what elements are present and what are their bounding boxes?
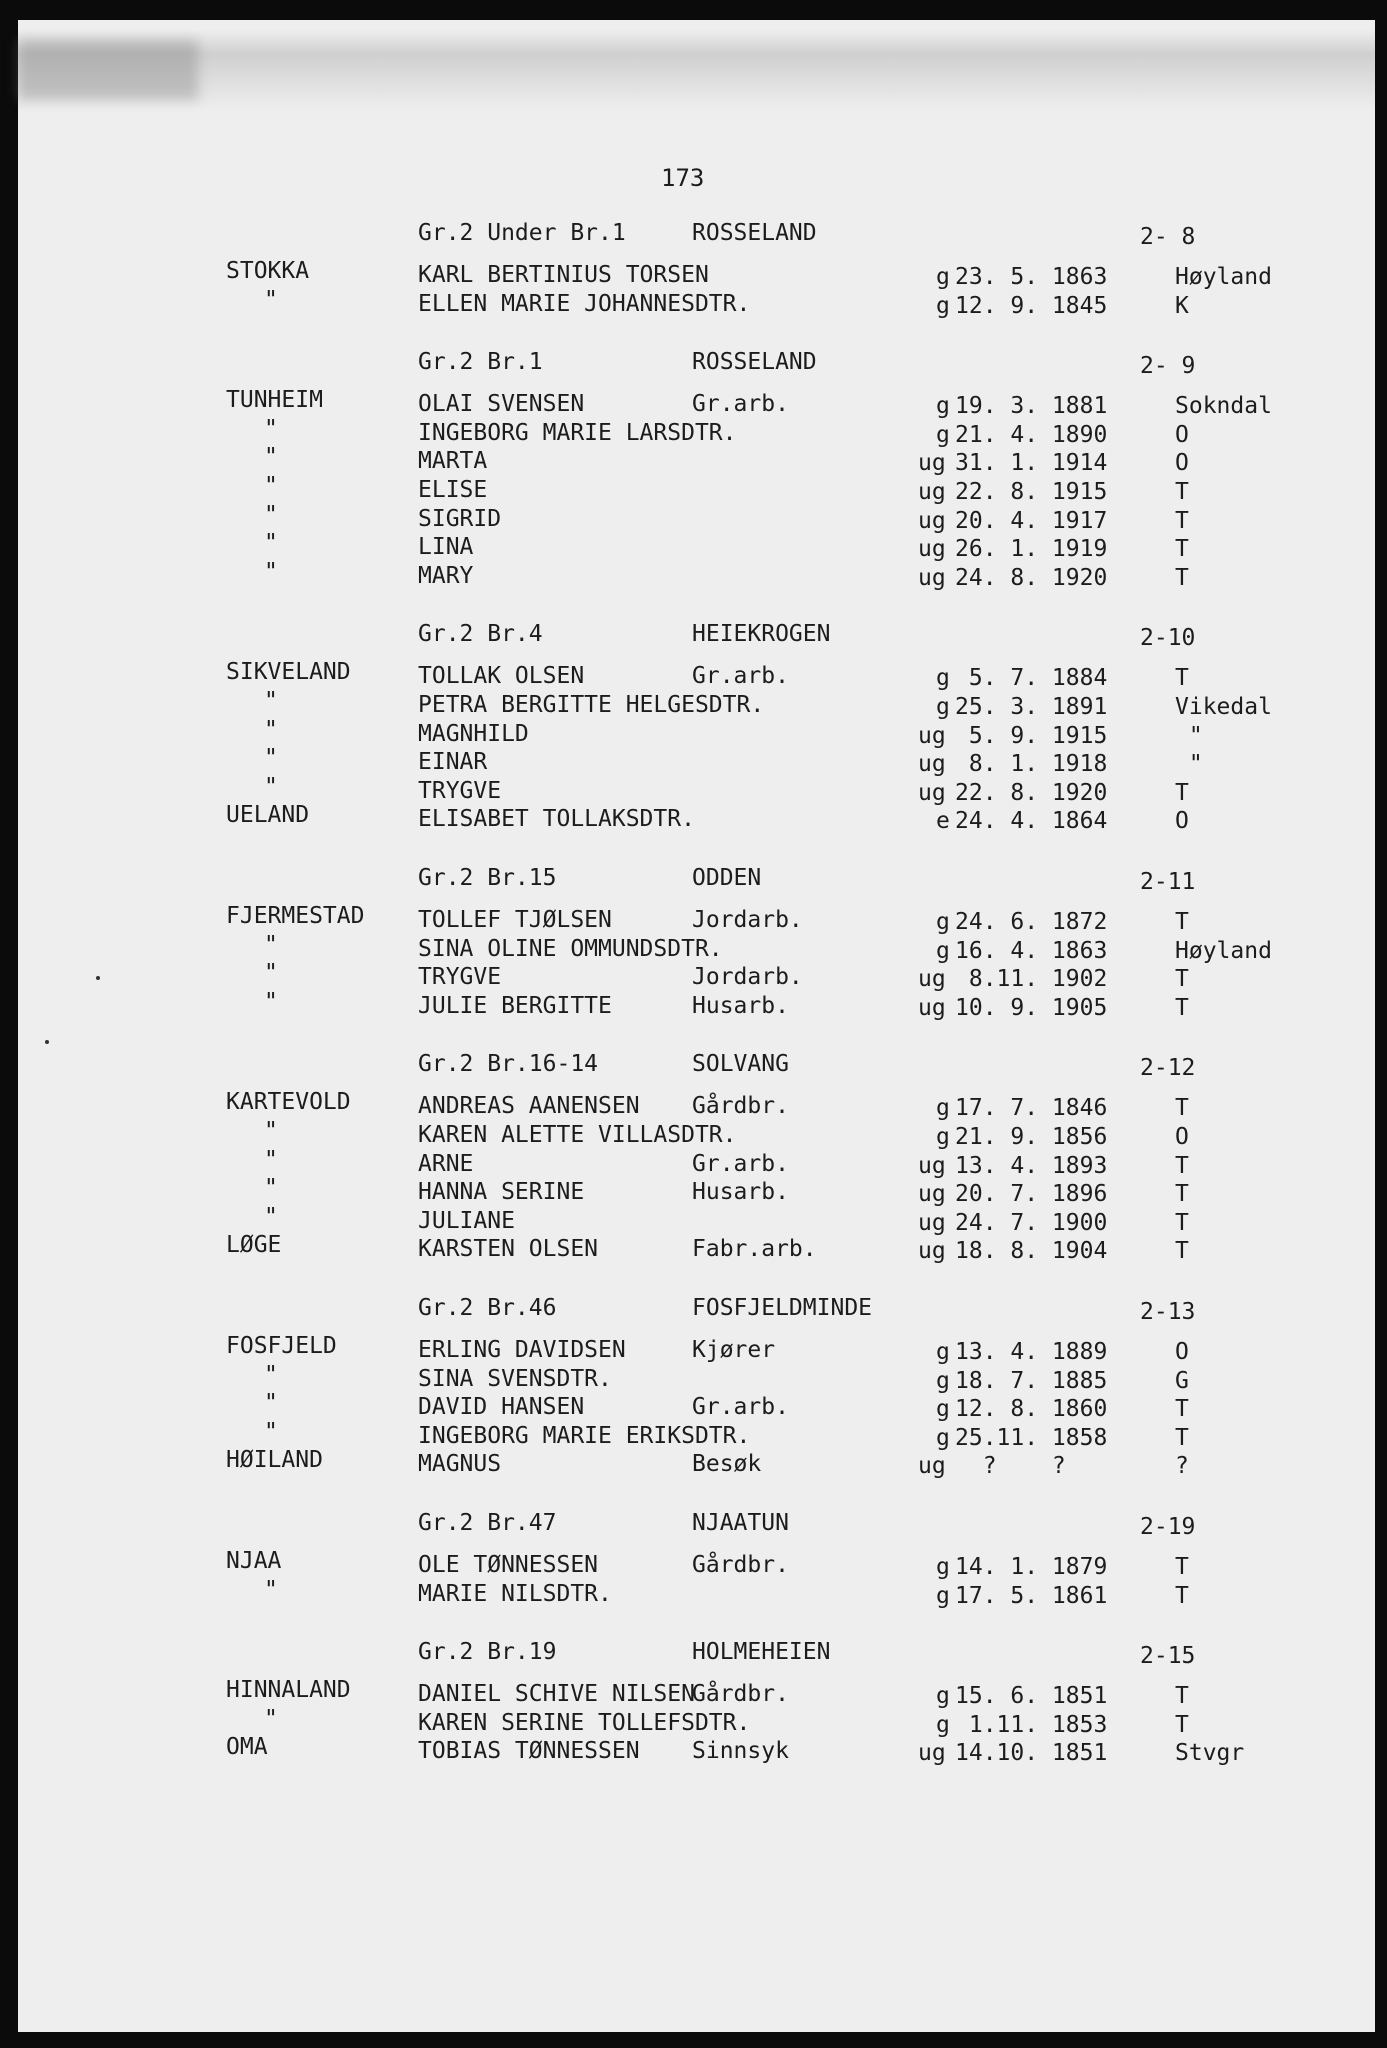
- row-date: 8.11. 1902: [955, 966, 1108, 993]
- row-date: 5. 9. 1915: [955, 722, 1108, 749]
- row-occupation: Gr.arb.: [692, 1394, 789, 1421]
- row-farm: UELAND: [226, 802, 310, 829]
- row-date: 12. 9. 1845: [955, 292, 1108, 319]
- row-date: 31. 1. 1914: [955, 450, 1108, 477]
- section-place: ROSSELAND: [692, 349, 817, 376]
- row-farm: FOSFJELD: [226, 1333, 337, 1359]
- row-date: 21. 9. 1856: [955, 1124, 1108, 1150]
- row-status: e: [936, 808, 950, 835]
- row-date: 17. 7. 1846: [955, 1095, 1108, 1122]
- row-occupation: Fabr.arb.: [692, 1236, 817, 1263]
- section-code: 2-19: [1140, 1514, 1196, 1540]
- row-date: ? ?: [955, 1453, 1066, 1480]
- row-birthplace: T: [1175, 1582, 1189, 1609]
- row-occupation: Gr.arb.: [692, 1150, 789, 1177]
- section-place: HOLMEHEIEN: [692, 1639, 831, 1666]
- row-farm: HINNALAND: [226, 1677, 351, 1704]
- row-occupation: Gårdbr.: [692, 1681, 789, 1708]
- page-number: 173: [661, 164, 705, 192]
- row-date: 20. 7. 1896: [955, 1181, 1108, 1208]
- row-birthplace: ": [1175, 722, 1203, 749]
- row-name: MARIE NILSDTR.: [418, 1580, 612, 1607]
- row-status: g: [936, 1554, 950, 1580]
- row-birthplace: T: [1175, 1238, 1189, 1265]
- row-name: JULIANE: [418, 1207, 515, 1234]
- row-farm: FJERMESTAD: [226, 903, 365, 929]
- row-status: ug: [918, 779, 946, 806]
- section-header: Gr.2 Under Br.1: [418, 220, 626, 246]
- row-occupation: Kjører: [692, 1337, 776, 1363]
- row-status: ug: [918, 994, 946, 1021]
- row-date: 20. 4. 1917: [955, 507, 1108, 534]
- row-name: KAREN SERINE TOLLEFSDTR.: [418, 1709, 751, 1736]
- row-name: INGEBORG MARIE ERIKSDTR.: [418, 1422, 751, 1449]
- section-header: Gr.2 Br.4: [418, 621, 543, 648]
- row-name: KARL BERTINIUS TORSEN: [418, 262, 709, 288]
- row-farm: ": [264, 286, 278, 313]
- row-name: KAREN ALETTE VILLASDTR.: [418, 1122, 737, 1148]
- row-name: ELISE: [418, 477, 488, 503]
- row-status: ug: [918, 1209, 946, 1236]
- row-date: 25. 3. 1891: [955, 694, 1108, 720]
- row-birthplace: T: [1175, 909, 1189, 935]
- row-farm: ": [264, 473, 278, 499]
- row-name: DAVID HANSEN: [418, 1394, 585, 1421]
- row-status: g: [936, 909, 950, 935]
- row-name: TOLLAK OLSEN: [418, 663, 585, 690]
- row-farm: ": [264, 960, 278, 987]
- row-date: 26. 1. 1919: [955, 536, 1108, 563]
- row-status: g: [936, 1095, 950, 1122]
- section-header: Gr.2 Br.16-14: [418, 1051, 599, 1078]
- section-header: Gr.2 Br.47: [418, 1510, 557, 1536]
- row-date: 18. 8. 1904: [955, 1238, 1108, 1265]
- row-date: 24. 4. 1864: [955, 808, 1108, 835]
- row-status: ug: [918, 966, 946, 993]
- row-birthplace: Høyland: [1175, 264, 1272, 290]
- section-code: 2-12: [1140, 1055, 1196, 1082]
- row-name: TRYGVE: [418, 777, 502, 804]
- row-date: 25.11. 1858: [955, 1424, 1108, 1451]
- row-date: 14.10. 1851: [955, 1740, 1108, 1767]
- row-date: 15. 6. 1851: [955, 1683, 1108, 1710]
- row-farm: ": [264, 558, 278, 585]
- row-status: ug: [918, 1181, 946, 1208]
- row-date: 1.11. 1853: [955, 1711, 1108, 1738]
- row-name: ERLING DAVIDSEN: [418, 1337, 626, 1363]
- row-birthplace: Høyland: [1175, 937, 1272, 964]
- row-farm: ": [264, 1175, 278, 1202]
- row-name: MARY: [418, 562, 474, 589]
- row-name: MAGNHILD: [418, 720, 529, 747]
- row-birthplace: T: [1175, 1711, 1189, 1738]
- row-occupation: Besøk: [692, 1451, 762, 1478]
- row-status: ug: [918, 722, 946, 749]
- section-place: HEIEKROGEN: [692, 621, 831, 648]
- row-name: ARNE: [418, 1150, 474, 1177]
- row-name: OLE TØNNESSEN: [418, 1552, 599, 1578]
- row-date: 8. 1. 1918: [955, 751, 1108, 778]
- row-farm: ": [264, 1361, 278, 1388]
- row-birthplace: K: [1175, 292, 1189, 319]
- section-place: ODDEN: [692, 865, 762, 891]
- row-name: ELISABET TOLLAKSDTR.: [418, 806, 695, 833]
- row-occupation: Sinnsyk: [692, 1738, 789, 1765]
- row-birthplace: Sokndal: [1175, 393, 1272, 420]
- row-status: ug: [918, 1453, 946, 1480]
- section-code: 2-15: [1140, 1643, 1196, 1670]
- row-status: g: [936, 393, 950, 420]
- row-birthplace: Stvgr: [1175, 1740, 1245, 1767]
- row-status: g: [936, 1424, 950, 1451]
- section-header: Gr.2 Br.19: [418, 1639, 557, 1666]
- section-header: Gr.2 Br.1: [418, 349, 543, 376]
- row-name: JULIE BERGITTE: [418, 992, 612, 1019]
- scan-smudge: [18, 30, 1375, 110]
- row-farm: ": [264, 988, 278, 1015]
- row-name: MARTA: [418, 448, 488, 475]
- section-code: 2- 8: [1140, 224, 1196, 250]
- row-birthplace: T: [1175, 994, 1189, 1021]
- row-birthplace: Vikedal: [1175, 694, 1272, 720]
- row-status: ug: [918, 564, 946, 591]
- row-name: TRYGVE: [418, 964, 502, 991]
- row-occupation: Gr.arb.: [692, 391, 789, 418]
- row-name: KARSTEN OLSEN: [418, 1236, 599, 1263]
- section-place: NJAATUN: [692, 1510, 789, 1536]
- row-birthplace: T: [1175, 1396, 1189, 1423]
- row-occupation: Gårdbr.: [692, 1552, 789, 1578]
- row-birthplace: T: [1175, 1424, 1189, 1451]
- ink-speck: [96, 976, 100, 980]
- row-birthplace: O: [1175, 421, 1189, 448]
- row-birthplace: T: [1175, 1554, 1189, 1580]
- row-name: MAGNUS: [418, 1451, 502, 1478]
- row-name: ANDREAS AANENSEN: [418, 1093, 640, 1120]
- row-status: ug: [918, 479, 946, 505]
- row-farm: ": [264, 931, 278, 958]
- row-birthplace: ": [1175, 751, 1203, 778]
- row-date: 24. 7. 1900: [955, 1209, 1108, 1236]
- row-occupation: Husarb.: [692, 992, 789, 1019]
- row-status: g: [936, 1683, 950, 1710]
- section-header: Gr.2 Br.15: [418, 865, 557, 891]
- section-place: SOLVANG: [692, 1051, 789, 1078]
- row-status: g: [936, 1339, 950, 1365]
- row-status: ug: [918, 507, 946, 534]
- row-date: 23. 5. 1863: [955, 264, 1108, 290]
- section-code: 2-11: [1140, 869, 1196, 895]
- row-status: g: [936, 1396, 950, 1423]
- row-status: g: [936, 1124, 950, 1150]
- row-farm: ": [264, 745, 278, 772]
- row-farm: ": [264, 716, 278, 743]
- row-date: 19. 3. 1881: [955, 393, 1108, 420]
- row-occupation: Jordarb.: [692, 964, 803, 991]
- row-birthplace: T: [1175, 1181, 1189, 1208]
- row-farm: KARTEVOLD: [226, 1089, 351, 1116]
- row-date: 24. 6. 1872: [955, 909, 1108, 935]
- row-farm: ": [264, 1418, 278, 1445]
- row-status: g: [936, 264, 950, 290]
- row-birthplace: T: [1175, 536, 1189, 563]
- row-date: 17. 5. 1861: [955, 1582, 1108, 1609]
- section-code: 2-13: [1140, 1299, 1196, 1325]
- row-date: 16. 4. 1863: [955, 937, 1108, 964]
- row-date: 5. 7. 1884: [955, 665, 1108, 692]
- row-occupation: Husarb.: [692, 1179, 789, 1206]
- row-farm: NJAA: [226, 1548, 282, 1574]
- row-birthplace: T: [1175, 1095, 1189, 1122]
- row-farm: ": [264, 530, 278, 557]
- row-name: LINA: [418, 534, 474, 561]
- row-farm: ": [264, 688, 278, 714]
- row-birthplace: T: [1175, 966, 1189, 993]
- section-place: ROSSELAND: [692, 220, 817, 246]
- row-farm: TUNHEIM: [226, 387, 323, 414]
- row-farm: SIKVELAND: [226, 659, 351, 686]
- row-status: g: [936, 694, 950, 720]
- row-name: SIGRID: [418, 505, 502, 532]
- section-code: 2- 9: [1140, 353, 1196, 380]
- row-date: 12. 8. 1860: [955, 1396, 1108, 1423]
- row-birthplace: O: [1175, 808, 1189, 835]
- row-farm: ": [264, 1576, 278, 1603]
- row-name: PETRA BERGITTE HELGESDTR.: [418, 692, 765, 718]
- row-status: ug: [918, 1152, 946, 1179]
- row-farm: ": [264, 773, 278, 800]
- row-birthplace: T: [1175, 779, 1189, 806]
- row-birthplace: T: [1175, 1683, 1189, 1710]
- row-date: 21. 4. 1890: [955, 421, 1108, 448]
- row-date: 13. 4. 1889: [955, 1339, 1108, 1365]
- row-status: ug: [918, 751, 946, 778]
- row-name: ELLEN MARIE JOHANNESDTR.: [418, 290, 751, 317]
- row-status: ug: [918, 1238, 946, 1265]
- row-birthplace: T: [1175, 507, 1189, 534]
- row-farm: LØGE: [226, 1232, 282, 1259]
- row-status: g: [936, 937, 950, 964]
- row-date: 24. 8. 1920: [955, 564, 1108, 591]
- row-birthplace: T: [1175, 665, 1189, 692]
- row-status: ug: [918, 1740, 946, 1767]
- row-date: 13. 4. 1893: [955, 1152, 1108, 1179]
- section-place: FOSFJELDMINDE: [692, 1295, 873, 1321]
- row-date: 10. 9. 1905: [955, 994, 1108, 1021]
- row-name: INGEBORG MARIE LARSDTR.: [418, 419, 737, 446]
- row-status: g: [936, 421, 950, 448]
- row-farm: ": [264, 1203, 278, 1230]
- row-status: g: [936, 665, 950, 692]
- row-status: g: [936, 292, 950, 319]
- row-farm: ": [264, 1390, 278, 1417]
- row-birthplace: O: [1175, 1124, 1189, 1150]
- row-date: 22. 8. 1920: [955, 779, 1108, 806]
- row-name: EINAR: [418, 749, 488, 776]
- row-birthplace: T: [1175, 1209, 1189, 1236]
- row-birthplace: O: [1175, 450, 1189, 477]
- row-date: 18. 7. 1885: [955, 1367, 1108, 1394]
- row-name: OLAI SVENSEN: [418, 391, 585, 418]
- row-name: TOBIAS TØNNESSEN: [418, 1738, 640, 1765]
- row-farm: ": [264, 415, 278, 442]
- section-header: Gr.2 Br.46: [418, 1295, 557, 1321]
- row-name: SINA OLINE OMMUNDSDTR.: [418, 935, 723, 962]
- row-name: HANNA SERINE: [418, 1179, 585, 1206]
- row-status: g: [936, 1711, 950, 1738]
- row-name: DANIEL SCHIVE NILSEN: [418, 1681, 695, 1708]
- row-status: g: [936, 1367, 950, 1394]
- row-date: 22. 8. 1915: [955, 479, 1108, 505]
- row-status: ug: [918, 450, 946, 477]
- row-birthplace: G: [1175, 1367, 1189, 1394]
- row-occupation: Gårdbr.: [692, 1093, 789, 1120]
- row-birthplace: ?: [1175, 1453, 1189, 1480]
- row-name: SINA SVENSDTR.: [418, 1365, 612, 1392]
- row-farm: HØILAND: [226, 1447, 323, 1474]
- ink-speck: [45, 1040, 49, 1044]
- row-status: g: [936, 1582, 950, 1609]
- row-farm: ": [264, 1118, 278, 1144]
- row-farm: ": [264, 1146, 278, 1173]
- row-farm: ": [264, 1705, 278, 1732]
- row-farm: OMA: [226, 1734, 268, 1761]
- section-code: 2-10: [1140, 625, 1196, 652]
- scan-smudge-corner: [18, 40, 198, 100]
- row-birthplace: T: [1175, 564, 1189, 591]
- row-status: ug: [918, 536, 946, 563]
- row-name: TOLLEF TJØLSEN: [418, 907, 612, 933]
- row-birthplace: T: [1175, 479, 1189, 505]
- row-farm: ": [264, 444, 278, 471]
- row-birthplace: T: [1175, 1152, 1189, 1179]
- row-farm: STOKKA: [226, 258, 310, 284]
- row-farm: ": [264, 501, 278, 528]
- row-occupation: Gr.arb.: [692, 663, 789, 690]
- row-occupation: Jordarb.: [692, 907, 803, 933]
- row-birthplace: O: [1175, 1339, 1189, 1365]
- row-date: 14. 1. 1879: [955, 1554, 1108, 1580]
